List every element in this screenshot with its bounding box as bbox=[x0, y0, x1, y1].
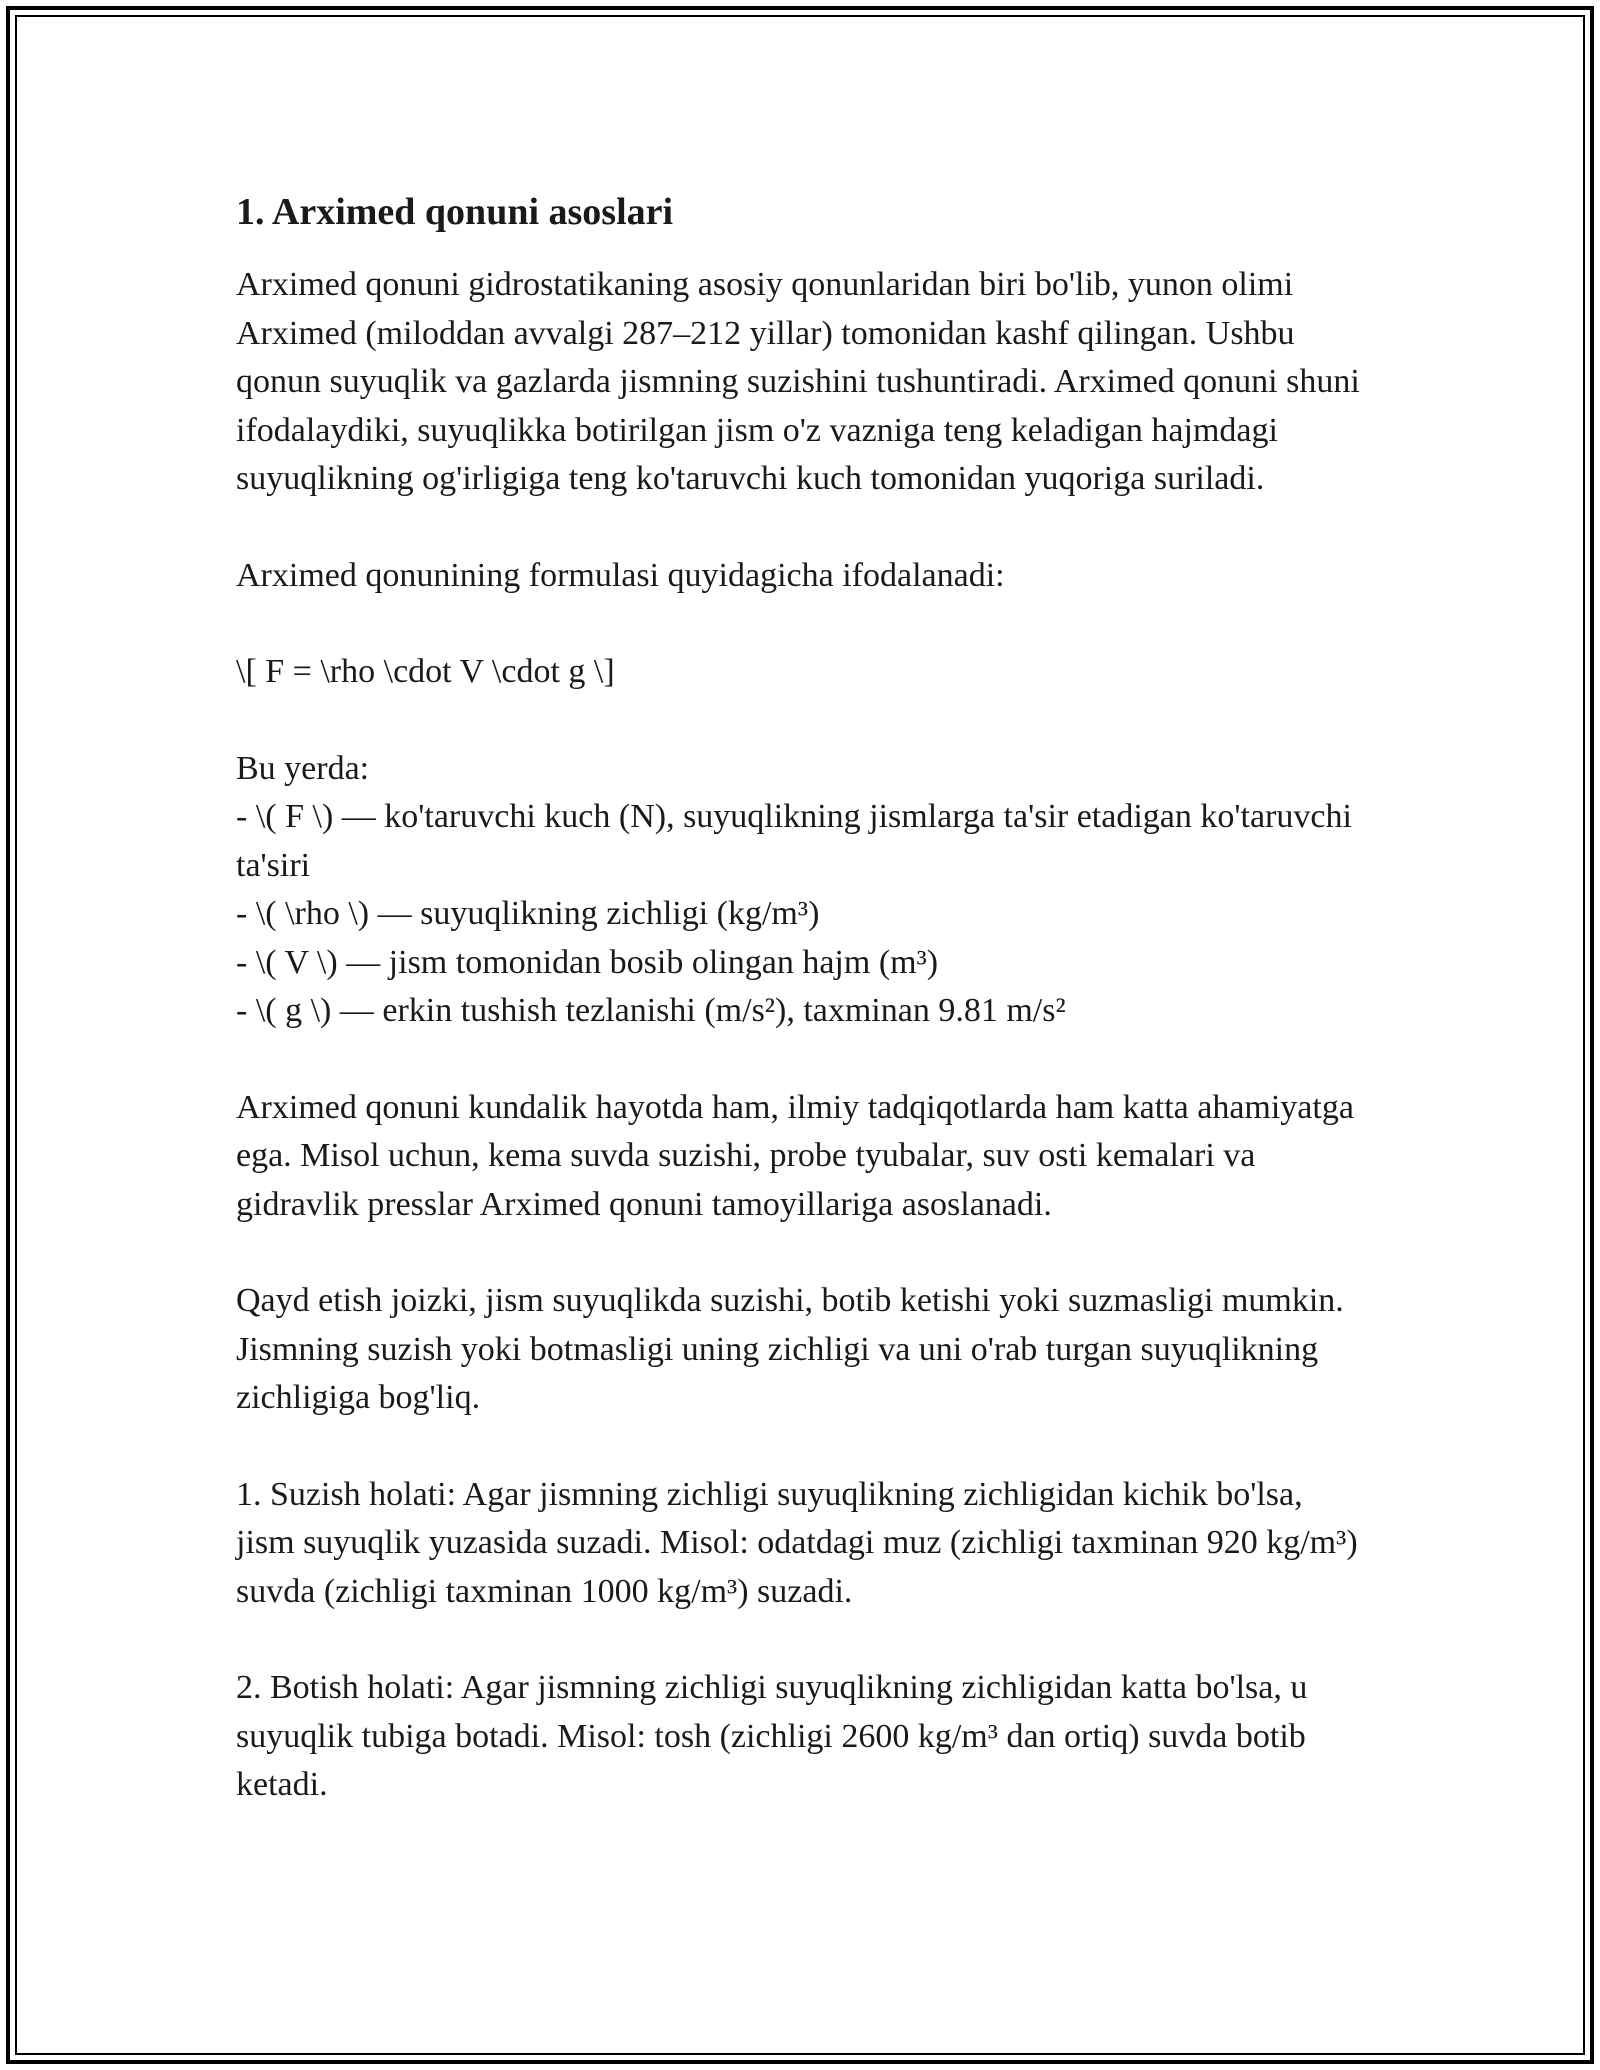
floating-case-paragraph: 1. Suzish holati: Agar jismning zichligi suyuqlikning zichligidan kichik bo'lsa, jism suyuqlik yuzasida suzadi. Misol: odatdagi muz (zichligi taxminan 920 kg/m³) suvda (zichligi taxminan 1000 kg/m³) suzadi. bbox=[236, 1475, 1358, 1610]
intro-paragraph: Arximed qonuni gidrostatikaning asosiy qonunlaridan biri bo'lib, yunon olimi Arximed (miloddan avvalgi 287–212 yillar) tomonidan kashf qilingan. Ushbu qonun suyuqlik va gazlarda jismning suzishini tushuntiradi. Arximed qonuni shuni ifodalaydiki, suyuqlikka botirilgan jism o'z vazniga teng keladigan hajmdagi suyuqlikning og'irligiga teng ko'taruvchi kuch tomonidan yuqoriga suriladi. bbox=[236, 266, 1360, 497]
applications-paragraph: Arximed qonuni kundalik hayotda ham, ilmiy tadqiqotlarda ham katta ahamiyatga ega. Misol uchun, kema suvda suzishi, probe tyubalar, suv osti kemalari va gidravlik presslar Arximed qonuni tamoyillariga asoslanadi. bbox=[236, 1088, 1354, 1223]
document-body bbox=[236, 188, 1366, 1858]
section-heading: 1. Arximed qonuni asoslari bbox=[236, 191, 674, 233]
definition-item: - \( g \) — erkin tushish tezlanishi (m/s²), taxminan 9.81 m/s² bbox=[236, 992, 1066, 1029]
definition-item: - \( F \) — ko'taruvchi kuch (N), suyuqlikning jismlarga ta'sir etadigan ko'taruvchi ta'siri bbox=[236, 798, 1352, 884]
formula-intro-paragraph: Arximed qonunining formulasi quyidagicha ifodalanadi: bbox=[236, 556, 1005, 594]
floating-conditions-paragraph: Qayd etish joizki, jism suyuqlikda suzishi, botib ketishi yoki suzmasligi mumkin. Jismning suzish yoki botmasligi uning zichligi va uni o'rab turgan suyuqlikning zichligiga bog'liq. bbox=[236, 1282, 1344, 1416]
definitions-list bbox=[236, 745, 1366, 1036]
definitions-intro: Bu yerda: bbox=[236, 749, 370, 787]
sinking-case-paragraph: 2. Botish holati: Agar jismning zichligi suyuqlikning zichligidan katta bo'lsa, u suyuqlik tubiga botadi. Misol: tosh (zichligi 2600 kg/m³ dan ortiq) suvda botib ketadi. bbox=[236, 1669, 1308, 1803]
definition-item: - \( \rho \) — suyuqlikning zichligi (kg/m³) bbox=[236, 895, 820, 932]
formula-line: \[ F = \rho \cdot V \cdot g \] bbox=[236, 653, 615, 690]
definition-item: - \( V \) — jism tomonidan bosib olingan hajm (m³) bbox=[236, 943, 939, 981]
